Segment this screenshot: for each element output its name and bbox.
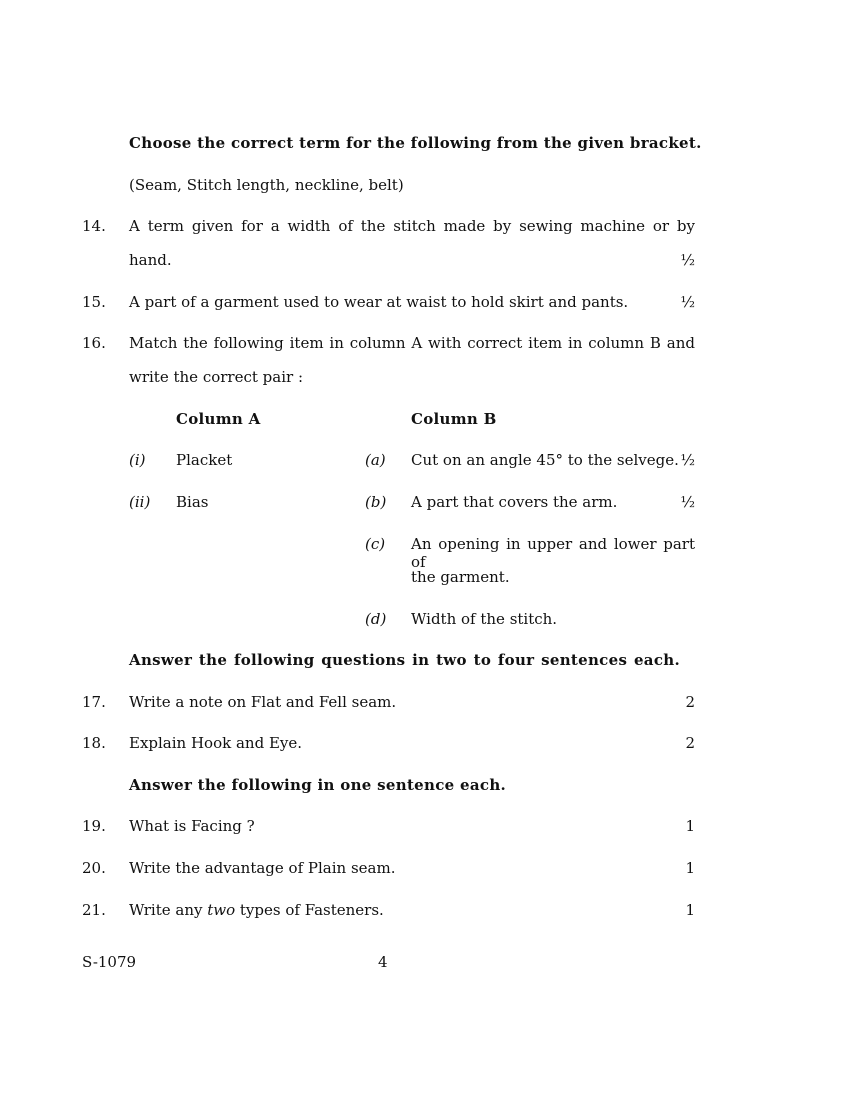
column-b-label: (c) <box>365 535 386 553</box>
question-number: 16. <box>82 334 106 352</box>
column-a-item: Bias <box>176 493 209 511</box>
options-bracket: (Seam, Stitch length, neckline, belt) <box>129 176 404 194</box>
question-text-emphasis: two <box>207 901 236 919</box>
question-number: 17. <box>82 693 106 711</box>
question-number: 21. <box>82 901 106 919</box>
question-number: 19. <box>82 817 106 835</box>
column-b-header: Column B <box>411 410 497 428</box>
column-b-label: (d) <box>365 610 387 628</box>
column-a-label: (ii) <box>129 493 151 511</box>
column-a-item: Placket <box>176 451 233 469</box>
column-b-item: Width of the stitch. <box>411 610 558 628</box>
question-text-cont: write the correct pair : <box>129 368 303 386</box>
question-number: 18. <box>82 734 106 752</box>
question-text: What is Facing ? <box>129 817 255 835</box>
section-instruction: Choose the correct term for the following from the given bracket. <box>129 134 702 152</box>
question-text: Explain Hook and Eye. <box>129 734 303 752</box>
question-text: A term given for a width of the stitch made by sewing machine or by <box>129 217 695 235</box>
question-marks: ½ <box>680 493 695 511</box>
page-number: 4 <box>378 953 388 971</box>
question-text-part: Write any <box>129 901 208 919</box>
question-text: Match the following item in column A with correct item in column B and <box>129 334 695 352</box>
question-text: Write the advantage of Plain seam. <box>129 859 396 877</box>
question-number: 14. <box>82 217 106 235</box>
paper-code: S-1079 <box>82 953 137 971</box>
question-marks: ½ <box>680 293 695 311</box>
question-number: 20. <box>82 859 106 877</box>
question-marks: ½ <box>680 251 695 269</box>
question-text <box>129 901 384 919</box>
column-b-label: (b) <box>365 493 387 511</box>
column-b-item: A part that covers the arm. <box>411 493 618 511</box>
question-text: A part of a garment used to wear at waist to hold skirt and pants. <box>129 293 629 311</box>
question-text: Write a note on Flat and Fell seam. <box>129 693 397 711</box>
question-marks: 1 <box>685 817 695 835</box>
question-number: 15. <box>82 293 106 311</box>
column-b-item-cont: the garment. <box>411 568 510 586</box>
column-b-label: (a) <box>365 451 386 469</box>
column-a-header: Column A <box>176 410 261 428</box>
question-marks: 1 <box>685 901 695 919</box>
section-instruction: Answer the following questions in two to four sentences each. <box>129 651 680 669</box>
question-marks: ½ <box>680 451 695 469</box>
column-a-label: (i) <box>129 451 146 469</box>
question-text-part: types of Fasteners. <box>235 901 384 919</box>
column-b-item: An opening in upper and lower part of <box>411 535 695 571</box>
question-marks: 2 <box>685 734 695 752</box>
question-marks: 2 <box>685 693 695 711</box>
question-marks: 1 <box>685 859 695 877</box>
section-instruction: Answer the following in one sentence each. <box>129 776 507 794</box>
column-b-item: Cut on an angle 45° to the selvege. <box>411 451 679 469</box>
question-text-cont: hand. <box>129 251 172 269</box>
